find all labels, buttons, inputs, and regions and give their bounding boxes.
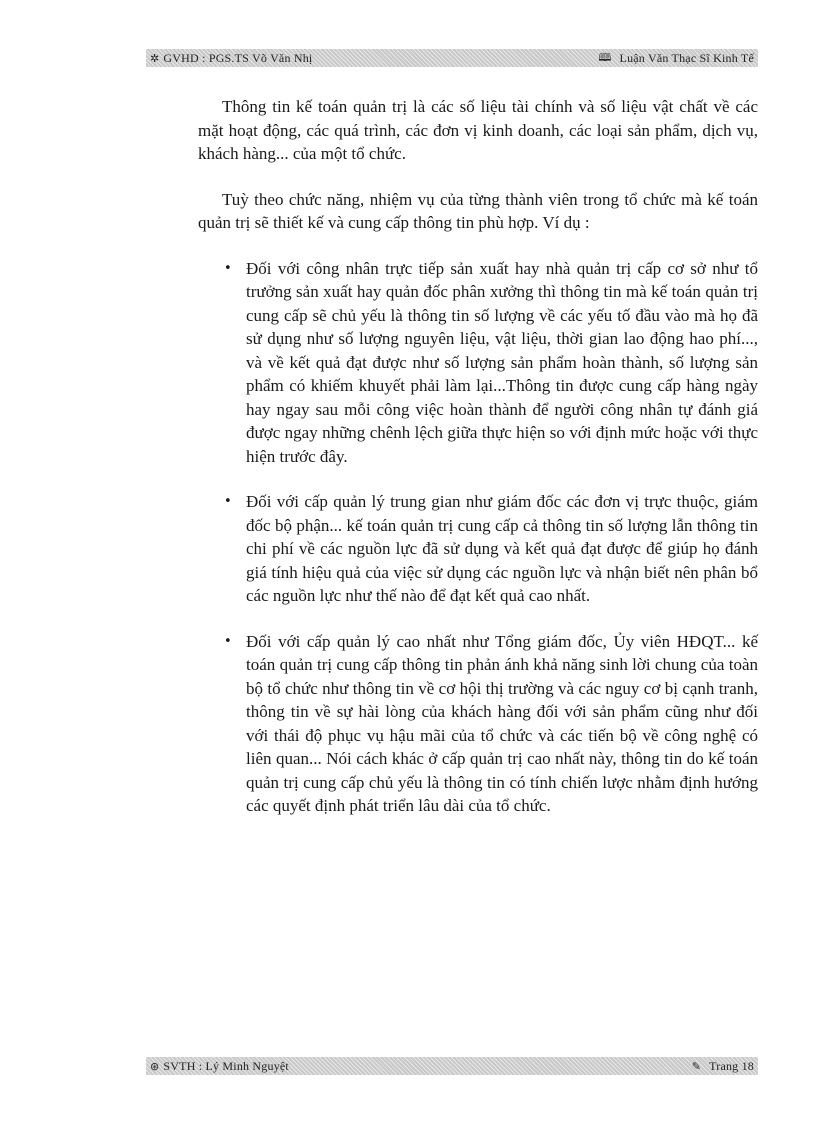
list-item-text: Đối với công nhân trực tiếp sản xuất hay nhà quản trị cấp cơ sở như tổ trưởng sản xuất hay quản đốc phân xưởng thì thông tin mà kế toán quản trị cung cấp sẽ chủ yếu là thông tin số lượng về các yếu tố đầu vào mà họ đã sử dụng như số lượng nguyên liệu, vật liệu, thời gian lao động hao phí..., và về kết quả đạt được như số lượng sản phẩm hoàn thành, số lượng sản phẩm có khiếm khuyết phải làm lại...Thông tin được cung cấp hàng ngày hay ngay sau mỗi công việc hoàn thành để người công nhân tự đánh giá được ngay những chênh lệch giữa thực hiện so với định mức hoặc với thực hiện trước đây. (246, 258, 758, 466)
header-right (594, 49, 758, 68)
flower-icon: ✲ (150, 51, 160, 65)
bullet-icon: • (224, 260, 232, 276)
bullet-icon: • (224, 633, 232, 649)
page-footer (146, 1057, 758, 1075)
bullet-list (198, 257, 758, 818)
advisor-label: GVHD : PGS.TS Võ Văn Nhị (163, 50, 313, 65)
paragraph-intro: Thông tin kế toán quản trị là các số liệu tài chính và số liệu vật chất về các mặt hoạt động, các quá trình, các đơn vị kinh doanh, các loại sản phẩm, dịch vụ, khách hàng... của một tổ chức. (198, 97, 758, 163)
book-icon: 🕮 (598, 50, 612, 64)
flower-icon: ⊛ (150, 1059, 160, 1073)
list-item (198, 630, 758, 818)
header-left (146, 51, 316, 66)
student-label: SVTH : Lý Minh Nguyệt (163, 1058, 289, 1073)
list-item-text: Đối với cấp quản lý trung gian như giám đốc các đơn vị trực thuộc, giám đốc bộ phận... kế toán quản trị cung cấp cả thông tin số lượng lẫn thông tin chi phí về các nguồn lực đã sử dụng và kết quả đạt được để giúp họ đánh giá tính hiệu quả của việc sử dụng các nguồn lực và nhận biết nên phân bổ các nguồn lực như thế nào để đạt kết quả cao nhất. (246, 492, 758, 605)
footer-left (146, 1059, 293, 1074)
list-item (198, 490, 758, 608)
pencil-icon: ✎ (691, 1059, 702, 1073)
list-item-text: Đối với cấp quản lý cao nhất như Tổng giám đốc, Ủy viên HĐQT... kế toán quản trị cung cấp thông tin phản ánh khả năng sinh lời chung của toàn bộ tổ chức như thông tin về cơ hội thị trường và các nguy cơ bị cạnh tranh, thông tin về sự hài lòng của khách hàng đối với sản phẩm cũng như đối với thái độ phục vụ hậu mãi của tổ chức và các tiến bộ về công nghệ có liên quan... Nói cách khác ở cấp quản trị cao nhất này, thông tin do kế toán quản trị cung cấp chủ yếu là thông tin có tính chiến lược nhằm định hướng các quyết định phát triển lâu dài của tổ chức. (246, 631, 758, 815)
footer-right (688, 1059, 758, 1074)
paragraph-examples: Tuỳ theo chức năng, nhiệm vụ của từng thành viên trong tổ chức mà kế toán quản trị sẽ thiết kế và cung cấp thông tin phù hợp. Ví dụ : (198, 189, 758, 232)
page-number: Trang 18 (709, 1058, 754, 1073)
list-item (198, 257, 758, 469)
thesis-title: Luận Văn Thạc Sĩ Kinh Tế (619, 50, 754, 65)
bullet-icon: • (224, 494, 232, 509)
page-body (198, 95, 758, 840)
page-header (146, 49, 758, 67)
